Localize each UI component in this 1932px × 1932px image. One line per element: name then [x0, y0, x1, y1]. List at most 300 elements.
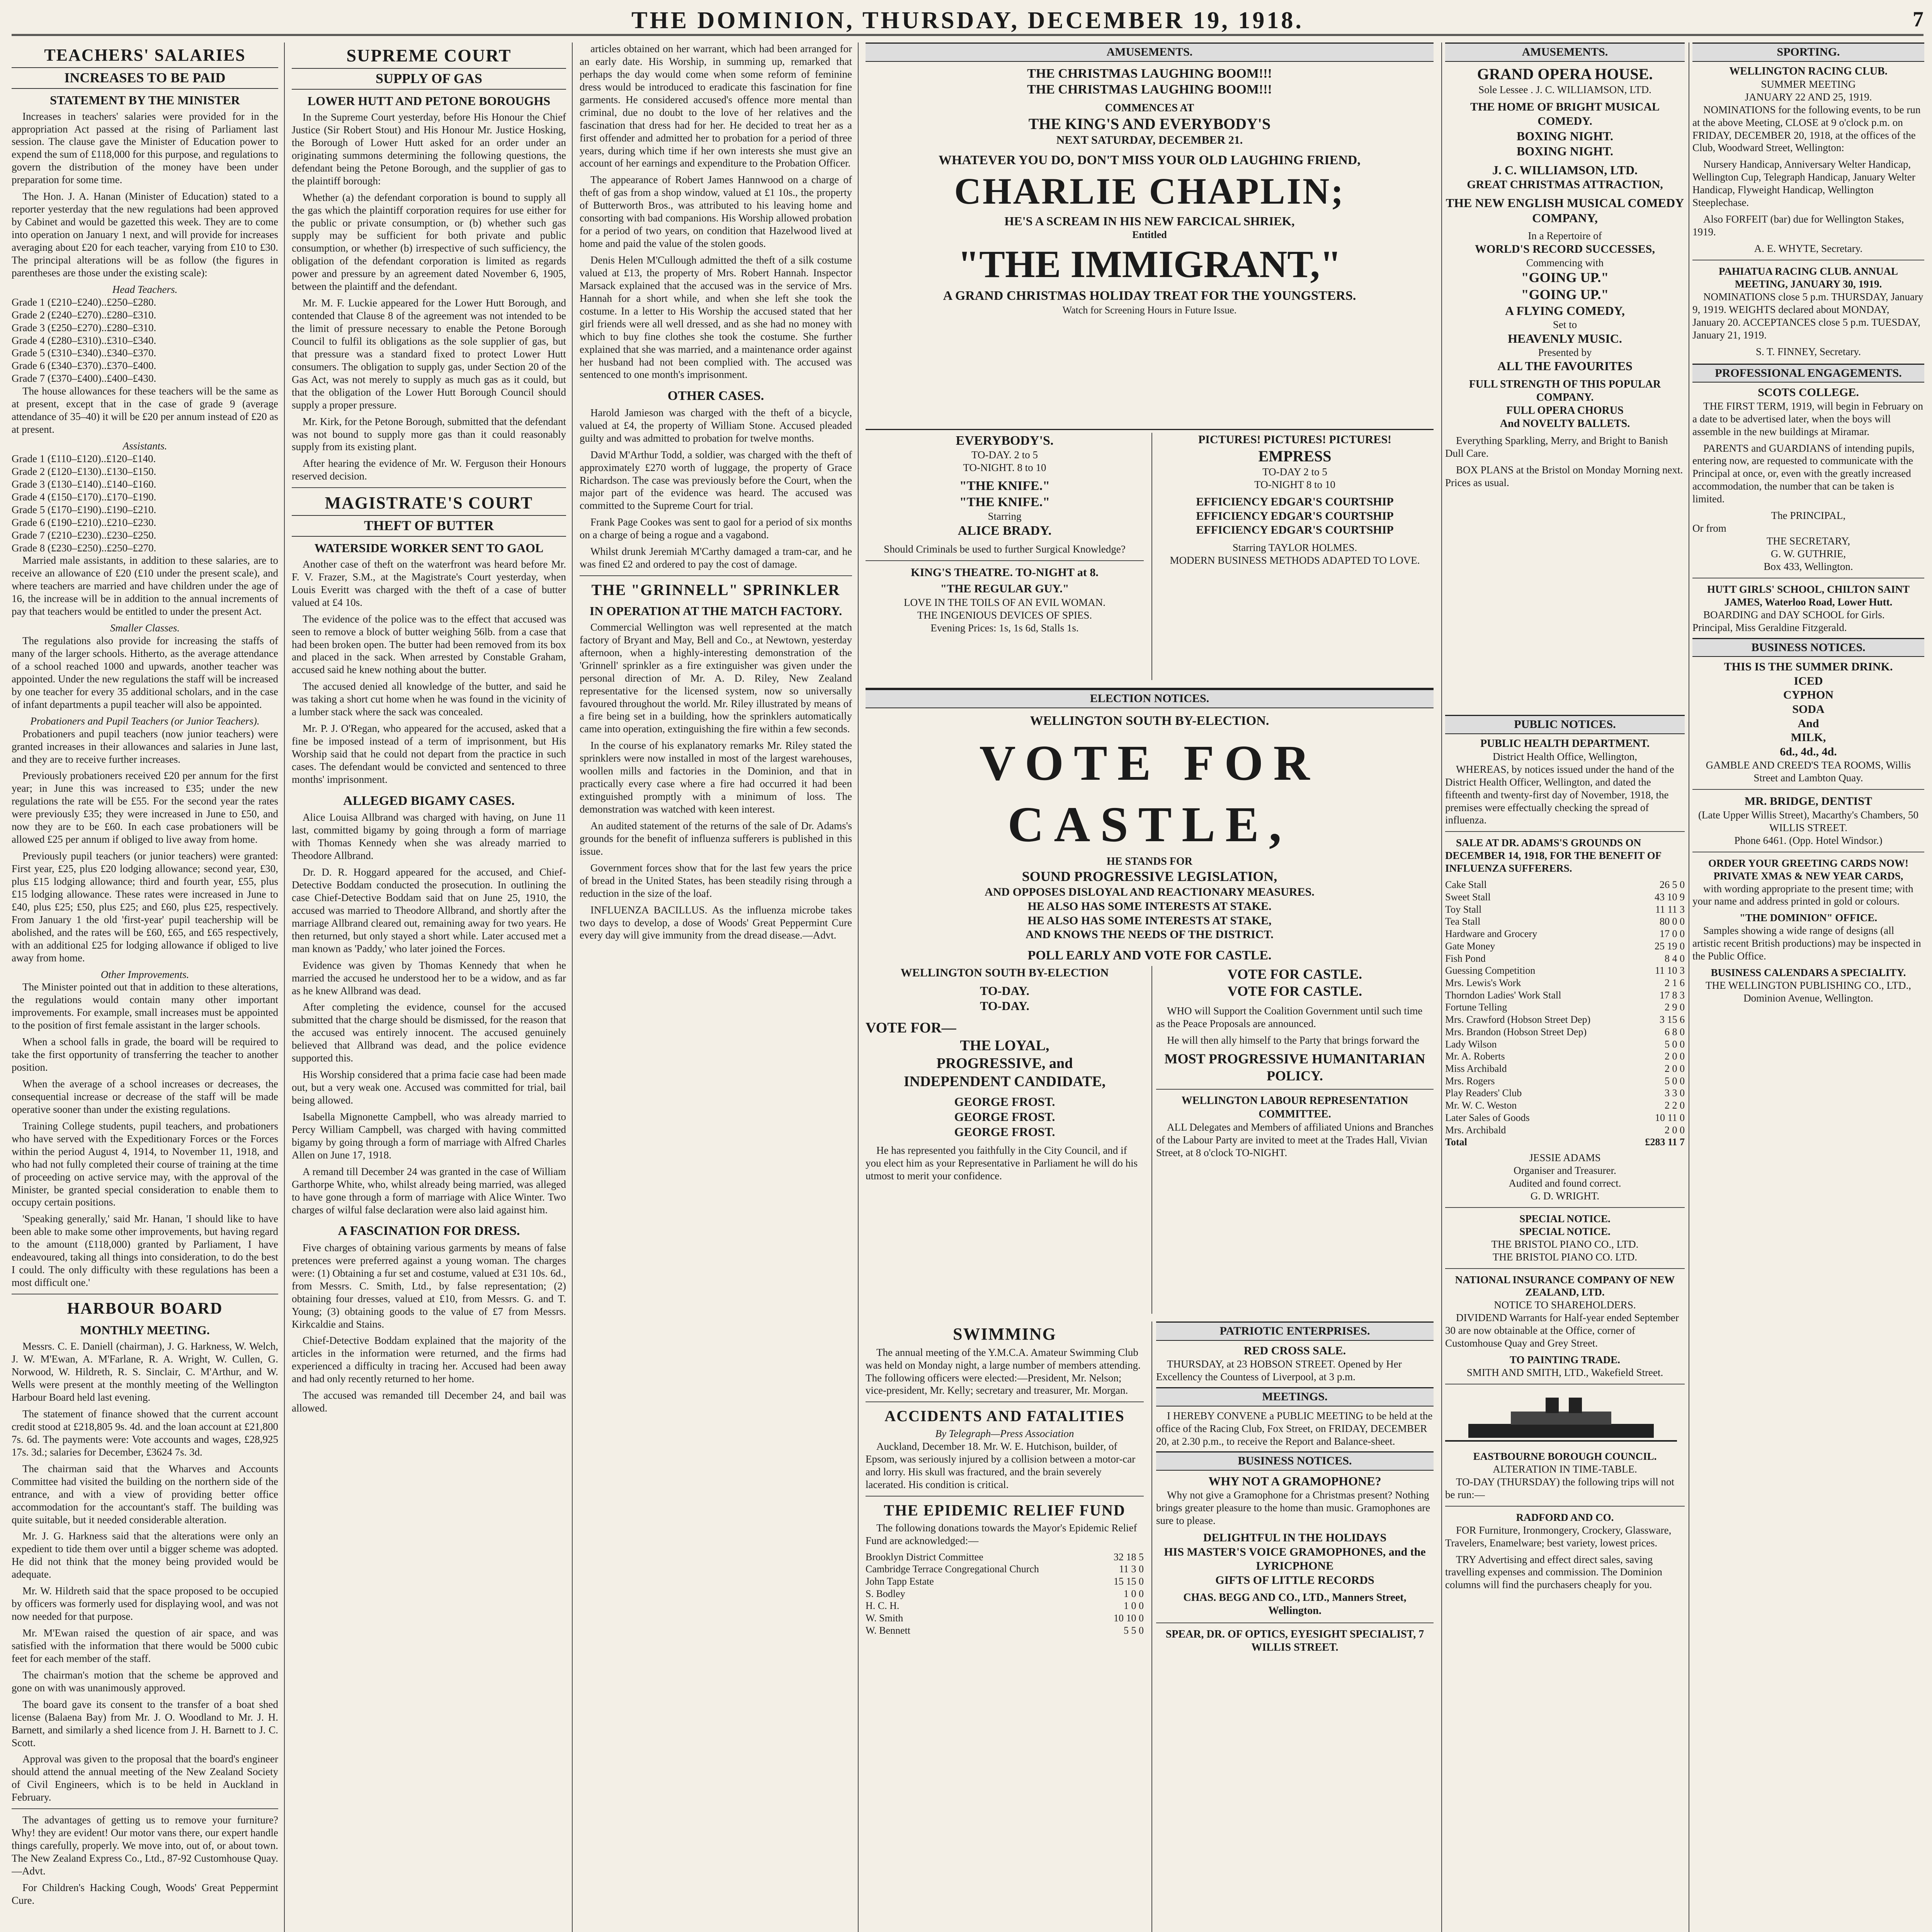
section-label: Other Improvements. [100, 968, 189, 980]
ad-line: Or from [1692, 522, 1726, 534]
ad-line: HE'S A SCREAM IN HIS NEW FARCICAL SHRIEK, [1004, 214, 1295, 228]
advertisement-text: The advantages of getting us to remove your furniture? Why! they are evident! Our motor vans there, our expert handle things carefully, properly. We move into, out of, or about town. The New Zealand Express Co., Ltd., 87-92 Customhouse Quay.—Advt. [12, 1814, 278, 1877]
ad-title: MR. BRIDGE, DENTIST [1744, 795, 1872, 808]
ad-title: WELLINGTON RACING CLUB. [1729, 65, 1888, 77]
table-row: Cambridge Terrace Congregational Church 11 3 0 [866, 1563, 1144, 1575]
table-row: Mrs. Crawford (Hobson Street Dep) 3 15 6 [1445, 1014, 1685, 1026]
ad-line: WORLD'S RECORD SUCCESSES, [1475, 243, 1655, 256]
ad-text: TRY Advertising and effect direct sales, saving travelling expenses and commission. The Dominion columns will find the purchasers cheaply for you. [1445, 1553, 1662, 1591]
article-paragraph: Married male assistants, in addition to these salaries, are to receive an allowance of £20 (£10 under the present scale), and where teachers are married and have children under the age of 16, the increase will be in addition to the annual increments of pay that teachers would be entitled to under the present Act. [12, 554, 278, 617]
table-row: John Tapp Estate 15 15 0 [866, 1576, 1144, 1587]
ad-line: Presented by [1538, 346, 1592, 358]
ad-line: Commencing with [1526, 257, 1604, 269]
article-paragraph: Increases in teachers' salaries were provided for in the appropriation Act passed at the rising of Parliament last session. The clause gave the Minister of Education power to expend the sum of £118,000 for this purpose, and regulations to govern the distribution of the money have been under preparation for some time. [12, 110, 278, 186]
ad-line: TO-NIGHT. 8 to 10 [963, 462, 1046, 474]
ad-line: ICED [1794, 674, 1823, 687]
column-rule [1441, 43, 1442, 1932]
ad-line: THE HOME OF BRIGHT MUSICAL COMEDY. [1470, 100, 1660, 128]
subhead-match-factory: IN OPERATION AT THE MATCH FACTORY. [589, 604, 842, 618]
section-label: Probationers and Pupil Teachers (or Junior Teachers). [30, 715, 260, 727]
ad-star-name: CHARLIE CHAPLIN; [954, 170, 1345, 212]
ad-title: PICTURES! PICTURES! PICTURES! [1198, 433, 1392, 446]
table-row: Mrs. Rogers 5 0 0 [1445, 1075, 1685, 1087]
ad-line: A FLYING COMEDY, [1505, 303, 1625, 318]
grade-line: Grade 6 (£190–£210)..£210–£230. [12, 516, 156, 528]
ad-line: SMITH AND SMITH, LTD., Wakefield Street. [1466, 1367, 1663, 1379]
divider [1445, 1268, 1685, 1269]
article-paragraph: When the average of a school increases or decreases, the consequential increase or decrease of the staff will be made operative sooner than under the existing regulations. [12, 1078, 278, 1115]
article-paragraph: Mr. M'Ewan raised the question of air space, and was satisfied with the information that there would be 5000 cubic feet for each member of the staff. [12, 1627, 278, 1664]
divider [292, 487, 566, 488]
ad-text: TO-DAY (THURSDAY) the following trips will not be run:— [1445, 1476, 1675, 1500]
ad-line: JANUARY 22 AND 25, 1919. [1745, 91, 1872, 103]
ad-line: The PRINCIPAL, [1771, 510, 1846, 522]
article-paragraph: Training College students, pupil teachers, and probationers who have served with the Expeditionary Forces or the Forces within the period August 4, 1914, to November 11, 1918, and who had not fully completed their course of training at the time of proceeding on active service may, with the approval of the Minister, be granted special consideration to enable them to occupy certain positions. [12, 1120, 278, 1208]
ad-text: NOMINATIONS for the following events, to be run at the above Meeting, CLOSE at 9 o'clock p.m. on FRIDAY, DECEMBER 20, 1918, at the offices of the Club, Woodward Street, Wellington: [1692, 104, 1921, 154]
ad-line: THE CHRISTMAS LAUGHING BOOM!!! [1027, 66, 1272, 81]
ad-line: MOST PROGRESSIVE HUMANITARIAN POLICY. [1164, 1051, 1425, 1083]
article-paragraph: In the course of his explanatory remarks Mr. Riley stated the sprinklers were now installed in most of the largest warehouses, woollen mills and factories in the Dominion, and that in practically every case where a fire had occurred it had been extinguished promptly with a minimum of loss. The demonstration was watched with keen interest. [580, 740, 852, 815]
ad-line: G. W. GUTHRIE, [1770, 548, 1846, 560]
ad-line: Starring [988, 510, 1022, 522]
byline: By Telegraph—Press Association [935, 1428, 1074, 1440]
article-paragraph: Mr. Kirk, for the Petone Borough, submitted that the defendant was not bound to supply more gas than it could reasonably supply from its existing plant. [292, 415, 566, 453]
article-paragraph: David M'Arthur Todd, a soldier, was charged with the theft of approximately £270 worth of luggage, the property of Grace Richardson. The case was previously before the Court, when the major part of the evidence was heard. The accused was committed to the Supreme Court for trial. [580, 449, 852, 512]
article-paragraph: The appearance of Robert James Hannwood on a charge of theft of gas from a shop window, valued at £1 10s., the property of Butterworth Bros., was attributed to his leaving home and consorting with bad companions. His Worship allowed probation for a period of two years, on condition that Hazelwood lived at home and paid the value of the stolen goods. [580, 174, 852, 250]
ad-line: FULL STRENGTH OF THIS POPULAR COMPANY. [1469, 378, 1661, 403]
column-patriotic-business [1151, 1321, 1434, 1932]
ad-line: HEAVENLY MUSIC. [1508, 331, 1622, 345]
table-row: W. Smith 10 10 0 [866, 1612, 1144, 1624]
ad-feature: "THE REGULAR GUY." [940, 582, 1069, 595]
column-news-lower [866, 1321, 1144, 1932]
election-frost-ad [866, 966, 1144, 1314]
ad-line: WHATEVER YOU DO, DON'T MISS YOUR OLD LAUGHING FRIEND, [939, 153, 1361, 168]
column-teachers-salaries [12, 43, 278, 1932]
ad-vote-castle: VOTE FOR CASTLE, [979, 735, 1320, 852]
ad-line: WELLINGTON SOUTH BY-ELECTION. [1030, 713, 1269, 728]
ad-line: (Late Upper Willis Street), Macarthy's Chambers, 50 WILLIS STREET. [1698, 809, 1919, 833]
ad-line: G. D. WRIGHT. [1530, 1190, 1600, 1202]
ad-text: THE FIRST TERM, 1919, will begin in February on a date to be advertised later, when the boys will assemble in the new buildings at Miramar. [1692, 400, 1923, 437]
ad-line: J. C. WILLIAMSON, LTD. [1492, 163, 1638, 177]
article-paragraph: INFLUENZA BACILLUS. As the influenza microbe takes two days to develop, a dose of Woods' Great Peppermint Cure every day will give immunity from the dread disease.—Advt. [580, 904, 852, 941]
ad-line: THE KING'S AND EVERYBODY'S [1028, 115, 1271, 133]
ad-line: MILK, [1791, 731, 1826, 744]
ad-line: DELIGHTFUL IN THE HOLIDAYS [1203, 1531, 1387, 1544]
table-row: Hardware and Grocery 17 0 0 [1445, 928, 1685, 940]
headline-accidents: ACCIDENTS AND FATALITIES [884, 1407, 1125, 1425]
divider [580, 575, 852, 576]
ad-title: SPECIAL NOTICE. [1519, 1225, 1611, 1237]
ad-title: EVERYBODY'S. [956, 434, 1054, 448]
article-paragraph: His Worship considered that a prima facie case had been made out, but a very weak one. Accused was committed for trial, bail being allowed. [292, 1069, 566, 1106]
grand-opera-ad [1445, 43, 1685, 707]
ad-line: THE LOYAL, [960, 1037, 1049, 1054]
section-header-business: BUSINESS NOTICES. [1156, 1451, 1434, 1471]
table-row: Mrs. Lewis's Work 2 1 6 [1445, 977, 1685, 988]
ad-line: HE STANDS FOR [1107, 855, 1192, 868]
ad-line: TO-DAY. 2 to 5 [971, 449, 1038, 461]
article-paragraph: When a school falls in grade, the board will be required to take the first opportunity of transferring the teacher to another position. [12, 1036, 278, 1073]
headline-magistrates-court: MAGISTRATE'S COURT [325, 493, 533, 513]
ad-title: GRAND OPERA HOUSE. [1477, 65, 1653, 83]
ad-line: THE INGENIOUS DEVICES OF SPIES. [917, 609, 1092, 621]
table-row: Gate Money 25 19 0 [1445, 940, 1685, 952]
subhead-statement: STATEMENT BY THE MINISTER [50, 93, 240, 107]
ad-line: ALL THE FAVOURITES [1497, 359, 1633, 373]
table-row: Fish Pond 8 4 0 [1445, 952, 1685, 964]
ad-line: TO-DAY 2 to 5 [1262, 466, 1327, 478]
ad-text: Why not give a Gramophone for a Christmas present? Nothing brings greater pleasure to the home than music. Gramophones are sure to please. [1156, 1489, 1430, 1526]
table-row: Toy Stall 11 11 3 [1445, 903, 1685, 915]
ad-line: COMMENCES AT [1105, 102, 1194, 114]
table-row: Lady Wilson 5 0 0 [1445, 1038, 1685, 1050]
column-courts [292, 43, 566, 1932]
ad-line: Evening Prices: 1s, 1s 6d, Stalls 1s. [930, 622, 1079, 634]
article-paragraph: The annual meeting of the Y.M.C.A. Amateur Swimming Club was held on Monday night, a large number of members attending. The following officers were elected:—President, Mr. Nelson; vice-president, Mr. Kelly; secretary and treasurer, Mr. Morgan. [866, 1346, 1141, 1396]
divider [866, 1496, 1144, 1497]
subhead-monthly-meeting: MONTHLY MEETING. [80, 1323, 210, 1337]
ad-text: WHO will Support the Coalition Government until such time as the Peace Proposals are announced. [1156, 1005, 1423, 1029]
article-paragraph: The house allowances for these teachers will be the same as at present, except that in the case of grade 9 (average attendance of 35–40) it will be £20 per annum instead of £20 as at present. [12, 385, 278, 435]
table-row: H. C. H. 1 0 0 [866, 1600, 1144, 1612]
divider [1156, 1089, 1434, 1090]
ad-line: NEXT SATURDAY, DECEMBER 21. [1056, 134, 1243, 147]
ad-line: BOXING NIGHT. [1516, 129, 1614, 143]
ad-line: A GRAND CHRISTMAS HOLIDAY TREAT FOR THE YOUNGSTERS. [943, 289, 1356, 303]
article-paragraph: Mr. J. G. Harkness said that the alterations were only an expedient to tide them over until a bigger scheme was adopted. He did not think that the money being provided would be adequate. [12, 1530, 278, 1580]
ad-line: In a Repertoire of [1528, 230, 1602, 242]
article-paragraph: Probationers and pupil teachers (now junior teachers) were granted increases in their allowances and salaries in June last, and they are to receive further increases. [12, 728, 278, 765]
grade-line: Grade 6 (£340–£370)..£370–£400. [12, 360, 156, 372]
section-header-sporting: SPORTING. [1692, 43, 1924, 62]
section-header-professional: PROFESSIONAL ENGAGEMENTS. [1692, 364, 1924, 383]
ad-line: Phone 6461. (Opp. Hotel Windsor.) [1734, 834, 1883, 846]
ad-line: VOTE FOR CASTLE. [1227, 983, 1362, 999]
grade-line: Grade 7 (£210–£230)..£230–£250. [12, 529, 156, 541]
article-paragraph: Approval was given to the proposal that the board's engineer should attend the annual meeting of the New Zealand Society of Civil Engineers, which is to be held in Auckland in February. [12, 1753, 278, 1803]
ad-text: THURSDAY, at 23 HOBSON STREET. Opened by Her Excellency the Countess of Liverpool, at 3 p.m. [1156, 1358, 1402, 1383]
page-number: 7 [1913, 7, 1923, 31]
steamer-illustration-icon [1445, 1389, 1677, 1447]
advertisement-text: For Children's Hacking Cough, Woods' Great Peppermint Cure. [12, 1881, 278, 1906]
article-paragraph: Mr. M. F. Luckie appeared for the Lower Hutt Borough, and contended that Clause 8 of the agreement was not intended to be the limit of pressure necessary to enable the Petone Borough Council to fulfil its obligations as the sole supplier of gas, but that pressure was a standard fixed to protect Lower Hutt consumers. The obligation to supply gas, under Section 20 of the Gas Act, was not merely to supply as much gas as it could, but that the obligation of the Lower Hutt Borough Council should supply a proper pressure. [292, 297, 566, 411]
ad-feature: "THE KNIFE." [959, 479, 1050, 493]
ad-line: HE ALSO HAS SOME INTERESTS AT STAKE. [1027, 900, 1272, 913]
ad-line: Dominion Avenue, Wellington. [1743, 992, 1873, 1004]
article-paragraph: Commercial Wellington was well represented at the match factory of Bryant and May, Bell and Co., at Newtown, yesterday afternoon, when a highly-interesting demonstration of the 'Grinnell' sprinkler as a fire extinguisher was given under the personal direction of Mr. A. D. Riley, New Zealand representative for the licensed system, now so universally favoured throughout the world. Mr. Riley illustrated by means of a fire being set in a building, how the sprinklers automatically came into operation, extinguishing the fire within a few seconds. [580, 621, 852, 735]
ad-line: ALTERATION IN TIME-TABLE. [1493, 1463, 1637, 1475]
table-row: Play Readers' Club 3 3 0 [1445, 1087, 1685, 1099]
article-paragraph: The accused was remanded till December 24, and bail was allowed. [292, 1389, 566, 1414]
ad-line: THE BRISTOL PIANO CO. LTD. [1492, 1251, 1638, 1263]
ad-line: And NOVELTY BALLETS. [1500, 417, 1630, 430]
ad-line: HE ALSO HAS SOME INTERESTS AT STAKE, [1027, 914, 1272, 927]
article-paragraph: The following donations towards the Mayor's Epidemic Relief Fund are acknowledged:— [866, 1522, 1137, 1546]
grade-line: Grade 3 (£130–£140)..£140–£160. [12, 478, 156, 490]
ad-title: ORDER YOUR GREETING CARDS NOW! [1708, 857, 1909, 869]
ad-line: AND OPPOSES DISLOYAL AND REACTIONARY MEASURES. [985, 886, 1315, 899]
article-paragraph: The Hon. J. A. Hanan (Minister of Education) stated to a reporter yesterday that the new regulations had been approved by Cabinet and would be gazetted this week. They are to come into operation on January 1 next, and will provide for increases averaging about £20 for each teacher, varying from £10 to £30. The principal alterations will be as follow (the figures in parentheses are those under the existing scale): [12, 190, 278, 279]
ad-line: "GOING UP." [1521, 286, 1609, 302]
table-row: Guessing Competition 11 10 3 [1445, 965, 1685, 976]
ad-feature: "THE KNIFE." [959, 495, 1050, 509]
table-row: Mrs. Brandon (Hobson Street Dep) 6 8 0 [1445, 1026, 1685, 1037]
table-row-total: Total £283 11 7 [1445, 1136, 1685, 1148]
divider [1692, 789, 1924, 790]
ad-text: Samples showing a wide range of designs (all artistic recent British productions) may be inspected in the Public Office. [1692, 925, 1921, 962]
ad-line: District Health Office, Wellington, [1493, 750, 1637, 762]
article-paragraph: The accused denied all knowledge of the butter, and said he was taking a short cut home when he was found in the vicinity of a lumber stack where the sack was concealed. [292, 680, 566, 718]
column-public-notices [1445, 715, 1685, 1932]
ad-candidate: GEORGE FROST. [954, 1110, 1055, 1124]
table-row: S. Bodley 1 0 0 [866, 1588, 1144, 1599]
ad-line: THE WELLINGTON PUBLISHING CO., LTD., [1706, 980, 1911, 992]
ad-title: WELLINGTON LABOUR REPRESENTATION COMMITTEE. [1181, 1095, 1408, 1120]
article-paragraph: The evidence of the police was to the effect that accused was seen to remove a block of butter weighing 56lb. from a case that had been broken open. The butter had been removed from its box and placed in the sack. When arrested by Constable Graham, accused said he knew nothing about the butter. [292, 613, 566, 676]
ad-line: CYPHON [1783, 689, 1833, 702]
divider [1445, 1207, 1685, 1208]
ad-title: HUTT GIRLS' SCHOOL, CHILTON SAINT JAMES, Waterloo Road, Lower Hutt. [1707, 583, 1910, 608]
ad-title: WELLINGTON SOUTH BY-ELECTION [900, 966, 1109, 979]
ad-line: LOVE IN THE TOILS OF AN EVIL WOMAN. [904, 596, 1105, 608]
ad-line: GAMBLE AND CREED'S TEA ROOMS, Willis Street and Lambton Quay. [1706, 759, 1911, 784]
grade-line: Grade 3 (£250–£270)..£280–£310. [12, 321, 156, 333]
table-row: Mr. W. C. Weston 2 2 0 [1445, 1100, 1685, 1111]
section-header-patriotic: PATRIOTIC ENTERPRISES. [1156, 1321, 1434, 1341]
grade-line: Grade 4 (£280–£310)..£310–£340. [12, 334, 156, 346]
subhead-fascination: A FASCINATION FOR DRESS. [338, 1224, 520, 1238]
section-label: Smaller Classes. [110, 622, 180, 634]
column-court-cases [580, 43, 852, 1932]
section-header-business: BUSINESS NOTICES. [1692, 638, 1924, 657]
ad-line: A. E. WHYTE, Secretary. [1754, 243, 1863, 254]
newspaper-title: THE DOMINION, THURSDAY, DECEMBER 19, 1918. [631, 7, 1304, 34]
article-paragraph: Isabella Mignonette Campbell, who was already married to Percy William Campbell, was charged with having committed bigamy by going through a form of marriage with Alfred Charles Allen on June 17, 1918. [292, 1111, 566, 1161]
ad-line: INDEPENDENT CANDIDATE, [903, 1073, 1106, 1090]
ad-star: ALICE BRADY. [957, 524, 1052, 538]
ad-title: THIS IS THE SUMMER DRINK. [1724, 660, 1893, 673]
article-paragraph: Denis Helen M'Cullough admitted the theft of a silk costume valued at £13, the property of Mrs. Robert Hannah. Inspector Marsack explained that the accused was in the service of Mrs. Hannah for a short while, and when she left she took the costume. In a letter to His Worship the accused stated that her girl friends were all well dressed, and as she had no money with which to buy fine clothes she took the costume. She further explained that she was married, and a maintenance order against her husband had not been complied with. The accused was sentenced to one month's imprisonment. [580, 254, 852, 381]
ad-line: NOTICE TO SHAREHOLDERS. [1494, 1299, 1636, 1311]
table-row: W. Bennett 5 5 0 [866, 1624, 1144, 1636]
article-paragraph: The Minister pointed out that in addition to these alterations, the regulations would contain many other important improvements. For example, small increases must be appointed to the position of first female assistant in the larger schools. [12, 981, 278, 1031]
article-paragraph: After hearing the evidence of Mr. W. Ferguson their Honours reserved decision. [292, 457, 566, 482]
section-header-public: PUBLIC NOTICES. [1445, 715, 1685, 734]
ad-text: He has represented you faithfully in the City Council, and if you elect him as your Representative in Parliament he will do his utmost to merit your confidence. [866, 1145, 1138, 1182]
table-row: Later Sales of Goods 10 11 0 [1445, 1112, 1685, 1123]
ad-line: SODA [1792, 703, 1825, 716]
article-paragraph: In the Supreme Court yesterday, before His Honour the Chief Justice (Sir Robert Stout) and His Honour Mr. Justice Hosking, the Borough of Lower Hutt asked for an order under an originating summons determining the following questions, the defendant being the Petone Borough, and the supplier of gas to the plaintiff borough: [292, 111, 566, 187]
ad-line: SOUND PROGRESSIVE LEGISLATION, [1022, 869, 1277, 884]
table-row: Tea Stall 80 0 0 [1445, 916, 1685, 927]
table-row: Brooklyn District Committee 32 18 5 [866, 1551, 1144, 1563]
table-row: Fortune Telling 2 9 0 [1445, 1002, 1685, 1013]
headline-swimming: SWIMMING [953, 1325, 1056, 1344]
section-label: Assistants. [122, 440, 167, 452]
table-row: Mr. A. Roberts 2 0 0 [1445, 1051, 1685, 1062]
article-paragraph: Previously probationers received £20 per annum for the first year; in June this was increased to £35; under the new regulations the rate will be £55. For the second year the rates were previously £35; they were increased in June to £50, and now they are to be £60. In each case probationers will be allowed £25 per annum if obliged to live away from home. [12, 770, 278, 845]
ad-title: RED CROSS SALE. [1243, 1344, 1346, 1357]
divider [866, 560, 1144, 561]
article-paragraph: Frank Page Cookes was sent to gaol for a period of six months on a charge of being a rogue and a vagabond. [580, 516, 852, 541]
column-rule [572, 43, 573, 1932]
ad-title: TO PAINTING TRADE. [1510, 1354, 1620, 1366]
subhead-waterside-worker: WATERSIDE WORKER SENT TO GAOL [314, 541, 544, 555]
ad-line: VOTE FOR CASTLE. [1227, 966, 1362, 982]
ad-film-title: "THE IMMIGRANT," [957, 243, 1342, 286]
article-paragraph: The statement of finance showed that the current account credit stood at £218,805 9s. 4d. and the loan account at £21,800 7s. 6d. The payments were: Vote accounts and wages, £28,925 17s. 3d.; salaries for December, £3624 7s. 3d. [12, 1408, 278, 1458]
amusements-chaplin-ad [866, 43, 1434, 430]
ad-title: SCOTS COLLEGE. [1758, 386, 1859, 399]
ad-text: Also FORFEIT (bar) due for Wellington Stakes, 1919. [1692, 213, 1904, 238]
ad-title: PUBLIC HEALTH DEPARTMENT. [1480, 737, 1650, 750]
ad-line: TO-NIGHT 8 to 10 [1254, 479, 1335, 491]
article-paragraph: Government forces show that for the last few years the price of bread in the United States, has been steadily rising through a reduction in the size of the loaf. [580, 862, 852, 899]
subhead-theft-butter: THEFT OF BUTTER [292, 515, 566, 537]
article-paragraph: Mr. P. J. O'Regan, who appeared for the accused, asked that a fine be imposed instead of a term of imprisonment, but His Worship said that he could not depart from the practice in such cases. The defendant would be convicted and sentenced to three months' imprisonment. [292, 723, 566, 785]
column-rule [858, 43, 859, 1932]
article-paragraph: Auckland, December 18. Mr. W. E. Hutchison, builder, of Epsom, was seriously injured by a collision between a motor-car and lorry. His skull was fractured, and the brain severely lacerated. His condition is critical. [866, 1440, 1136, 1490]
ad-title: PAHIATUA RACING CLUB. ANNUAL MEETING, JANUARY 30, 1919. [1718, 265, 1898, 290]
ad-title: SPECIAL NOTICE. [1519, 1213, 1611, 1225]
section-header-amusements: AMUSEMENTS. [866, 43, 1434, 62]
grade-line: Grade 5 (£170–£190)..£190–£210. [12, 503, 156, 515]
table-row: Thorndon Ladies' Work Stall 17 8 3 [1445, 989, 1685, 1001]
ad-feature: EFFICIENCY EDGAR'S COURTSHIP [1196, 509, 1394, 522]
election-castle-ad-2 [1151, 966, 1434, 1314]
article-paragraph: Harold Jamieson was charged with the theft of a bicycle, valued at £4, the property of William Stone. Accused pleaded guilty and was admitted to probation for twelve months. [580, 406, 852, 444]
ad-line: Sole Lessee . J. C. WILLIAMSON, LTD. [1478, 84, 1651, 96]
grade-line: Grade 8 (£230–£250)..£250–£270. [12, 542, 156, 554]
grade-line: Grade 7 (£370–£400)..£400–£430. [12, 372, 156, 384]
ad-text: Nursery Handicap, Anniversary Welter Handicap, Wellington Cup, Telegraph Handicap, January Welter Handicap, Flyweight Handicap, Wellington Steeplechase. [1692, 158, 1915, 209]
article-paragraph: The regulations also provide for increasing the staffs of many of the larger schools. Hitherto, as the average attendance of a school reached 1000 and upwards, another teacher was appointed. Under the new regulations the staff will be increased by one teacher for every 35 additional scholars, and in the case of infant departments a pupil teacher will also be appointed. [12, 635, 278, 710]
ad-line: THE BRISTOL PIANO CO., LTD. [1491, 1238, 1639, 1250]
ad-line: THE NEW ENGLISH MUSICAL COMEDY COMPANY, [1446, 196, 1684, 225]
ad-line: THE CHRISTMAS LAUGHING BOOM!!! [1027, 82, 1272, 97]
ad-line: Box 433, Wellington. [1764, 560, 1853, 572]
ad-line: GREAT CHRISTMAS ATTRACTION, [1467, 178, 1663, 191]
ad-line: THE SECRETARY, [1766, 535, 1850, 547]
ad-title: KING'S THEATRE. TO-NIGHT at 8. [911, 566, 1099, 579]
ad-text: I HEREBY CONVENE a PUBLIC MEETING to be held at the office of the Racing Club, Fox Street, on FRIDAY, DECEMBER 20, at 2.30 p.m., to receive the Report and Balance-sheet. [1156, 1410, 1433, 1447]
ad-text: He will then ally himself to the Party that brings forward the [1167, 1034, 1420, 1046]
ad-candidate: GEORGE FROST. [954, 1095, 1055, 1109]
table-row: Mrs. Archibald 2 0 0 [1445, 1124, 1685, 1136]
divider [1445, 1506, 1685, 1507]
headline-harbour-board: HARBOUR BOARD [67, 1300, 223, 1318]
ad-line: FULL OPERA CHORUS [1506, 404, 1624, 417]
ad-line: SUMMER MEETING [1761, 78, 1856, 90]
headline-supreme-court: SUPREME COURT [346, 46, 512, 65]
ad-title: BUSINESS CALENDARS A SPECIALITY. [1711, 967, 1906, 979]
ad-title: "THE DOMINION" OFFICE. [1739, 912, 1878, 924]
subhead-other-cases: OTHER CASES. [667, 389, 764, 403]
section-header-election: ELECTION NOTICES. [866, 689, 1434, 708]
ad-title: RADFORD AND CO. [1516, 1511, 1614, 1523]
ad-line: Organiser and Treasurer. [1514, 1164, 1616, 1176]
ad-line: GIFTS OF LITTLE RECORDS [1215, 1573, 1374, 1587]
ad-line: CHAS. BEGG AND CO., LTD., Manners Street, Wellington. [1183, 1592, 1406, 1617]
ad-line: PROGRESSIVE, and [936, 1055, 1073, 1072]
ad-text: PARENTS and GUARDIANS of intending pupils, entering now, are requested to communicate with the Principal at once, or, even with the greatly increased accommodation, the number that can be taken is limited. [1692, 442, 1915, 505]
subhead-bigamy: ALLEGED BIGAMY CASES. [343, 793, 515, 808]
ad-line: HIS MASTER'S VOICE GRAMOPHONES, and the LYRICPHONE [1164, 1545, 1426, 1573]
article-paragraph: Dr. D. R. Hoggard appeared for the accused, and Chief-Detective Boddam conducted the prosecution. In outlining the case Chief-Detective Boddam said that on June 25, 1910, the accused was married to Theodore Allbrand, and shortly after the marriage Allbrand cleared out, remaining away for two years. He then returned, but only stayed a short while. Later accused met a man known as 'Paddy,' who later joined the Forces. [292, 866, 566, 954]
ad-line: 6d., 4d., 4d. [1780, 745, 1837, 758]
ad-line: Should Criminals be used to further Surgical Knowledge? [884, 543, 1126, 555]
election-castle-ad [866, 688, 1434, 959]
ad-title: SALE AT DR. ADAMS'S GROUNDS ON DECEMBER 14, 1918, FOR THE BENEFIT OF INFLUENZA SUFFERERS. [1445, 837, 1662, 874]
section-label: Head Teachers. [112, 283, 178, 295]
article-paragraph: The chairman's motion that the scheme be approved and gone on with was unanimously approved. [12, 1669, 278, 1694]
article-paragraph: 'Speaking generally,' said Mr. Hanan, 'I should like to have been able to make some other improvements, but having regard to the amount (£118,000) granted by Parliament, I have endeavoured, taking all things into consideration, to do the best I could. The only difficulty with these regulations has been a most difficult one.' [12, 1213, 278, 1289]
ad-line: POLL EARLY AND VOTE FOR CASTLE. [1027, 948, 1272, 959]
table-row: Cake Stall 26 5 0 [1445, 879, 1685, 891]
article-paragraph: Evidence was given by Thomas Kennedy that when he married the accused he understood her to be a widow, and as far as he knew Allbrand was dead. [292, 959, 566, 997]
ad-title: EASTBOURNE BOROUGH COUNCIL. [1473, 1450, 1657, 1462]
ad-line: S. T. FINNEY, Secretary. [1756, 345, 1861, 357]
article-paragraph: articles obtained on her warrant, which had been arranged for an early date. His Worship, in summing up, remarked that perhaps the day would come when some reform of feminine dress would be introduced to eradicate this fascination for fine garments. He considered accused's offence more mental than criminal, due no doubt to the love of her relatives and the fascination that dress had for her. He decided to treat her as a first offender and admitted her to probation for a period of three years, during which time if her own interests she must give an account of her earnings and expenditure to the Probation Officer. [580, 43, 852, 169]
column-sporting-professional [1692, 43, 1924, 1932]
headline-epidemic-fund: THE EPIDEMIC RELIEF FUND [884, 1501, 1126, 1519]
article-paragraph: The chairman said that the Wharves and Accounts Committee had visited the building on the northern side of the entrance, and with a view of providing better office accommodation for the accountant's staff. The building was quite suitable, but it needed considerable alteration. [12, 1463, 278, 1526]
divider [1156, 1622, 1434, 1623]
ad-line: JESSIE ADAMS [1529, 1152, 1601, 1163]
ad-text: WHEREAS, by notices issued under the hand of the District Health Officer, Wellington, and dated the fifteenth and twenty-first day of November, 1918, the premises were effectually checking the spread of influenza. [1445, 763, 1674, 826]
article-paragraph: The board gave its consent to the transfer of a boat shed license (Balaena Bay) from Mr. J. O. Woodland to Mr. J. H. Barnett, and similarly a shed licence from J. H. Barnett to J. C. Scott. [12, 1698, 278, 1748]
ad-title: WHY NOT A GRAMOPHONE? [1208, 1474, 1381, 1488]
article-paragraph: Whilst drunk Jeremiah M'Carthy damaged a tram-car, and he was fined £2 and ordered to pay the cost of damage. [580, 546, 852, 570]
ad-line: MODERN BUSINESS METHODS ADAPTED TO LOVE. [1170, 554, 1420, 566]
ad-line: Set to [1553, 318, 1577, 330]
ad-title: PRIVATE XMAS & NEW YEAR CARDS, [1713, 870, 1903, 882]
grade-line: Grade 1 (£110–£120)..£120–£140. [12, 452, 156, 464]
empress-ad [1151, 433, 1434, 680]
article-paragraph: Another case of theft on the waterfront was heard before Mr. F. V. Frazer, S.M., at the Magistrate's Court yesterday, when Louis Everitt was charged with the theft of a case of butter valued at £4 10s. [292, 558, 566, 608]
column-rule [284, 43, 285, 1932]
ad-line: Starring TAYLOR HOLMES. [1232, 542, 1357, 554]
ad-text: ALL Delegates and Members of affiliated Unions and Branches of the Labour Party are invited to meet at the Trades Hall, Vivian Street, at 8 o'clock TO-NIGHT. [1156, 1121, 1434, 1158]
ad-line: TO-DAY. [980, 998, 1029, 1013]
article-paragraph: Five charges of obtaining various garments by means of false pretences were preferred against a young woman. The charges were: (1) Obtaining a fur set and costume, valued at £31 10s. 6d., from Messrs. C. Smith, Ltd., by false representation; (2) obtaining four dresses, valued at £10, from Messrs. G. and T. Young; (3) obtaining goods to the value of £7 from Messrs. Kirkcaldie and Stains. [292, 1242, 566, 1330]
article-paragraph: A remand till December 24 was granted in the case of William Garthorpe White, who, whilst already being married, was alleged to have gone through a form of marriage with Alice Winter. Two charges of wilful false declaration were also laid against him. [292, 1165, 566, 1216]
ad-theatre: EMPRESS [1258, 447, 1332, 465]
divider [12, 1808, 278, 1809]
ad-text: BOX PLANS at the Bristol on Monday Morning next. Prices as usual. [1445, 464, 1683, 488]
subhead-supply-gas: SUPPLY OF GAS [292, 68, 566, 90]
table-row: Sweet Stall 43 10 9 [1445, 891, 1685, 903]
grade-line: Grade 2 (£120–£130)..£130–£150. [12, 465, 156, 477]
ad-line: "GOING UP." [1521, 269, 1609, 285]
ad-line: SPEAR, DR. OF OPTICS, EYESIGHT SPECIALIST, 7 WILLIS STREET. [1165, 1628, 1424, 1653]
grade-line: Grade 4 (£150–£170)..£170–£190. [12, 491, 156, 503]
masthead [12, 7, 1923, 36]
subhead-boroughs: LOWER HUTT AND PETONE BOROUGHS [307, 94, 551, 108]
headline-teachers-salaries: TEACHERS' SALARIES [44, 46, 246, 65]
article-paragraph: An audited statement of the returns of the sale of Dr. Adams's grounds for the benefit of influenza sufferers is published in this issue. [580, 820, 852, 857]
ad-line: Entitled [1132, 229, 1167, 240]
ad-line: And [1798, 717, 1819, 730]
everybodys-ad [866, 433, 1144, 680]
headline-grinnell: THE "GRINNELL" SPRINKLER [591, 581, 840, 599]
divider [866, 1401, 1144, 1402]
table-row: Miss Archibald 2 0 0 [1445, 1063, 1685, 1074]
ad-line: VOTE FOR— [866, 1019, 956, 1036]
ad-candidate: GEORGE FROST. [954, 1125, 1055, 1139]
